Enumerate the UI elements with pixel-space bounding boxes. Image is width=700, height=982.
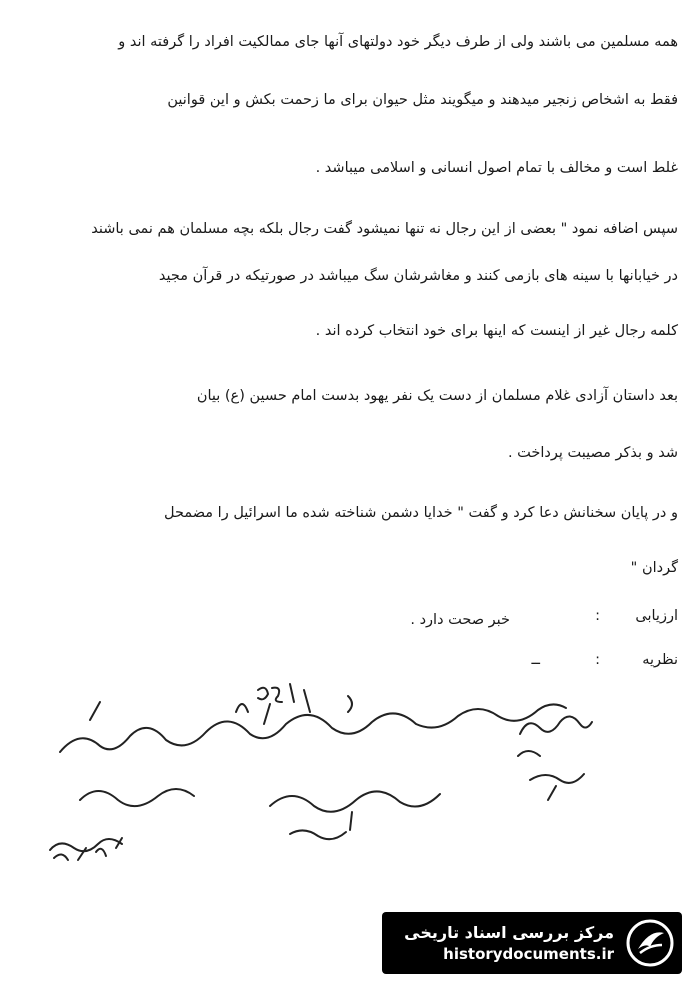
archive-watermark [382,912,682,974]
opinion-label: نظریه [642,652,678,668]
paragraph-line-7: بعد داستان آزادی غلام مسلمان از دست یک نفر یهود بدست امام حسین (ع) بیان [196,388,678,404]
archive-url: historydocuments.ir [443,945,614,963]
assessment-label: ارزیابی [635,608,678,624]
paragraph-line-5: در خیابانها با سینه های بازمی کنند و مغاشرشان سگ میباشد در صورتیکه در قرآن مجید [158,268,678,284]
handwritten-note-line-4 [290,812,352,839]
paragraph-line-6: کلمه رجال غیر از اینست که اینها برای خود انتخاب کرده اند . [315,323,678,339]
paragraph-line-4: سپس اضافه نمود " بعضی از این رجال نه تنها نمیشود گفت رجال بلکه بچه مسلمان هم نمی باشند [91,221,678,237]
handwritten-note-line-5 [80,789,194,806]
assessment-colon: : [595,608,600,624]
opinion-value: ــ [531,652,540,668]
handwriting-strokes [50,684,592,860]
opinion-colon: : [595,652,600,668]
paragraph-line-3: غلط است و مخالف با تمام اصول انسانی و اسلامی میباشد . [315,160,678,176]
paragraph-line-9: و در پایان سخنانش دعا کرد و گفت " خدایا دشمن شناخته شده ما اسرائیل را مضمحل [164,505,678,521]
paragraph-line-2: فقط به اشخاص زنجیر میدهند و میگویند مثل حیوان برای ما زحمت بکش و این قوانین [167,92,678,108]
archive-title: مرکز بررسی اسناد تاریخی [404,923,614,942]
handwritten-note-line-3 [270,791,440,811]
archive-watermark-text [404,922,614,964]
paragraph-line-10: گردان " [630,560,678,576]
paragraph-line-1: همه مسلمین می باشند ولی از طرف دیگر خود دولتهای آنها جای ممالکیت افراد را گرفته اند و [118,34,678,50]
handwritten-note-line-1 [60,704,566,752]
handwritten-date [54,838,122,860]
archive-logo-icon [624,917,676,969]
assessment-value: خبر صحت دارد . [410,612,510,628]
handwritten-signature-right [518,716,592,800]
handwritten-number-top [258,684,294,702]
handwritten-note-line-2 [90,690,352,724]
paragraph-line-8: شد و بذکر مصیبت پرداخت . [507,445,678,461]
